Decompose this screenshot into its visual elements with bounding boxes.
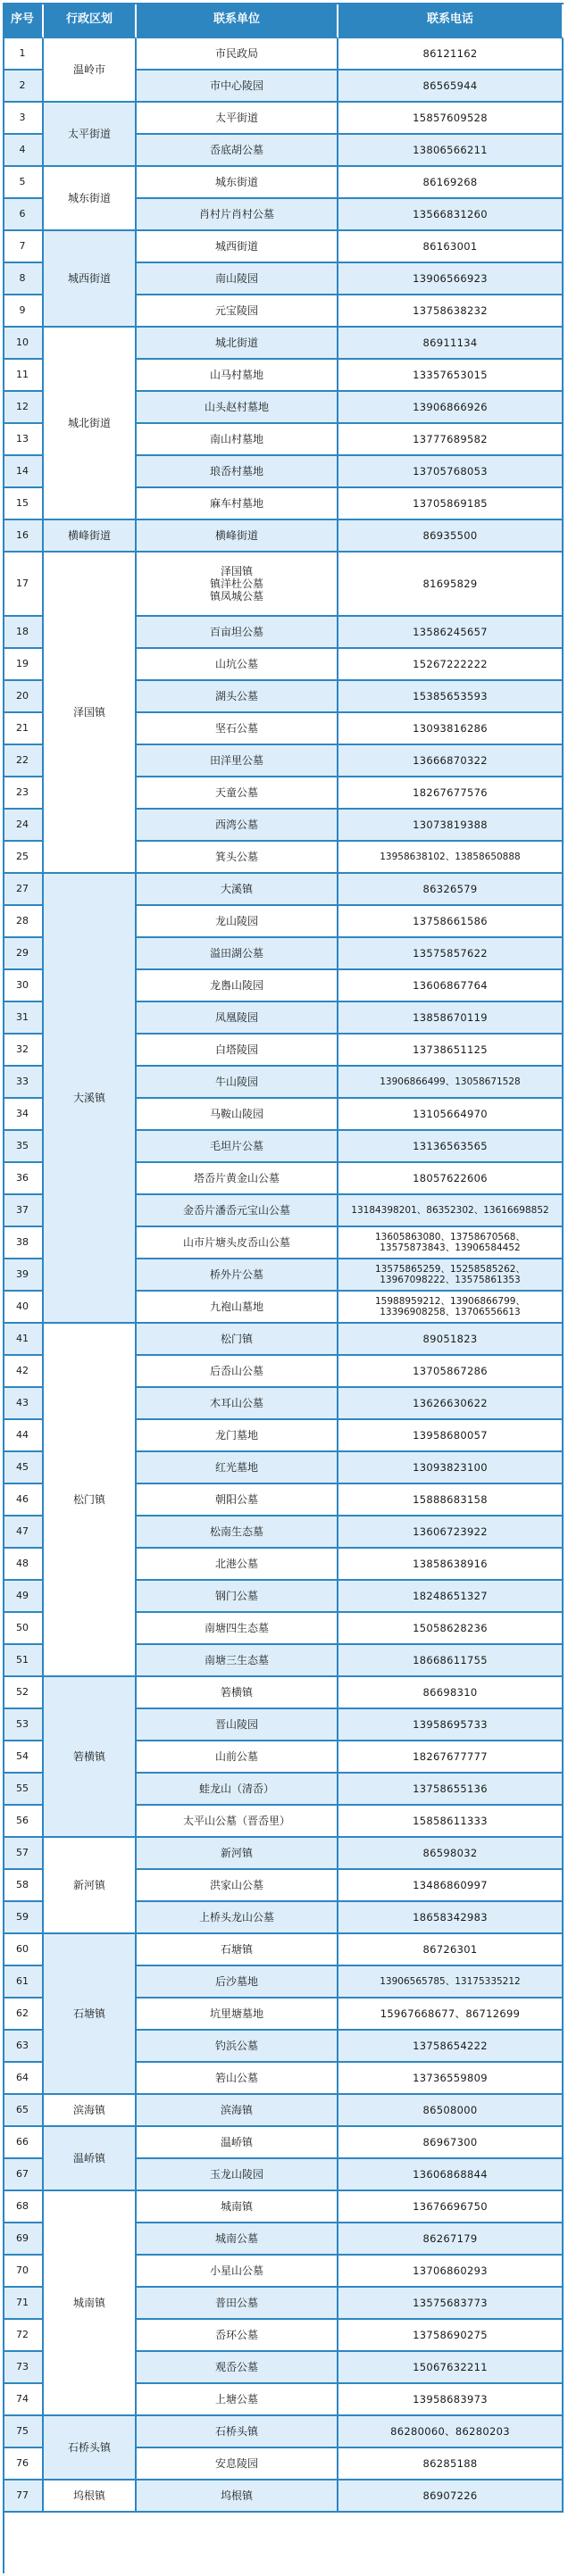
row-phone: 13906866926 [338, 392, 564, 424]
row-seq: 25 [3, 842, 44, 874]
row-phone: 15067632211 [338, 2352, 564, 2384]
row-phone: 13958695733 [338, 1709, 564, 1741]
row-seq: 57 [3, 1838, 44, 1870]
row-seq: 58 [3, 1870, 44, 1902]
row-seq: 35 [3, 1131, 44, 1163]
row-seq: 45 [3, 1452, 44, 1484]
row-phone: 13758661586 [338, 906, 564, 938]
row-unit: 溢田湖公墓 [137, 938, 338, 970]
row-phone: 86285188 [338, 2448, 564, 2480]
row-phone: 13093816286 [338, 713, 564, 745]
row-phone: 15988959212、13906866799、 13396908258、13706556613 [338, 1292, 564, 1324]
row-seq: 16 [3, 520, 44, 553]
row-seq: 41 [3, 1324, 44, 1356]
row-phone: 13958680057 [338, 1420, 564, 1452]
row-seq: 76 [3, 2448, 44, 2480]
row-seq: 44 [3, 1420, 44, 1452]
row-unit: 观岙公墓 [137, 2352, 338, 2384]
row-phone: 13586245657 [338, 617, 564, 649]
row-phone: 13093823100 [338, 1452, 564, 1484]
row-unit: 市民政局 [137, 38, 338, 71]
row-seq: 59 [3, 1902, 44, 1934]
district-cell: 横峰街道 [44, 520, 137, 553]
row-phone: 13758655136 [338, 1774, 564, 1806]
row-phone: 18267677576 [338, 777, 564, 810]
row-unit: 南塘四生态墓 [137, 1613, 338, 1645]
row-phone: 13073819388 [338, 810, 564, 842]
row-phone: 86911134 [338, 328, 564, 360]
row-unit: 山头赵村墓地 [137, 392, 338, 424]
row-phone: 86598032 [338, 1838, 564, 1870]
row-unit: 坞根镇 [137, 2480, 338, 2513]
row-phone: 13575865259、15258585262、 13967098222、13575861353 [338, 1259, 564, 1292]
row-seq: 29 [3, 938, 44, 970]
row-phone: 13706860293 [338, 2256, 564, 2288]
row-unit: 横峰街道 [137, 520, 338, 553]
row-unit: 城南公墓 [137, 2223, 338, 2256]
row-unit: 岙环公墓 [137, 2320, 338, 2352]
row-seq: 72 [3, 2320, 44, 2352]
row-seq: 66 [3, 2127, 44, 2159]
header-phone: 联系电话 [338, 3, 564, 38]
row-phone: 13906566923 [338, 263, 564, 295]
row-seq: 67 [3, 2159, 44, 2191]
header-unit: 联系单位 [137, 3, 338, 38]
row-phone: 13566831260 [338, 199, 564, 231]
row-seq: 53 [3, 1709, 44, 1741]
row-phone: 86698310 [338, 1677, 564, 1709]
row-phone: 13705869185 [338, 488, 564, 520]
row-unit: 湖头公墓 [137, 681, 338, 713]
row-phone: 13738651125 [338, 1035, 564, 1067]
row-unit: 九袍山墓地 [137, 1292, 338, 1324]
row-seq: 60 [3, 1934, 44, 1966]
row-phone: 13575683773 [338, 2288, 564, 2320]
row-seq: 63 [3, 2031, 44, 2063]
row-phone: 13705768053 [338, 456, 564, 488]
row-phone: 15888683158 [338, 1484, 564, 1517]
row-phone: 86163001 [338, 231, 564, 263]
row-seq: 22 [3, 745, 44, 777]
row-seq: 77 [3, 2480, 44, 2513]
row-phone: 18668611755 [338, 1645, 564, 1677]
row-seq: 56 [3, 1806, 44, 1838]
row-unit: 箬横镇 [137, 1677, 338, 1709]
district-cell: 坞根镇 [44, 2480, 137, 2513]
row-unit: 石桥头镇 [137, 2416, 338, 2448]
district-cell: 松门镇 [44, 1324, 137, 1677]
row-seq: 46 [3, 1484, 44, 1517]
row-unit: 田洋里公墓 [137, 745, 338, 777]
row-unit: 山市片塘头皮岙山公墓 [137, 1227, 338, 1259]
row-phone: 86169268 [338, 167, 564, 199]
district-cell: 石桥头镇 [44, 2416, 137, 2480]
row-unit: 松门镇 [137, 1324, 338, 1356]
row-phone: 18658342983 [338, 1902, 564, 1934]
row-phone: 18267677777 [338, 1741, 564, 1774]
row-unit: 大溪镇 [137, 874, 338, 906]
row-phone: 13136563565 [338, 1131, 564, 1163]
row-unit: 普田公墓 [137, 2288, 338, 2320]
row-phone: 13605863080、13758670568、 13575873843、13906584452 [338, 1227, 564, 1259]
row-seq: 52 [3, 1677, 44, 1709]
row-unit: 城东街道 [137, 167, 338, 199]
row-seq: 6 [3, 199, 44, 231]
row-unit: 山前公墓 [137, 1741, 338, 1774]
row-unit: 小星山公墓 [137, 2256, 338, 2288]
row-seq: 40 [3, 1292, 44, 1324]
row-unit: 太平山公墓（晋岙里） [137, 1806, 338, 1838]
district-cell: 太平街道 [44, 103, 137, 167]
row-seq: 27 [3, 874, 44, 906]
row-unit: 石塘镇 [137, 1934, 338, 1966]
row-unit: 松南生态墓 [137, 1517, 338, 1549]
row-seq: 30 [3, 970, 44, 1002]
row-unit: 朝阳公墓 [137, 1484, 338, 1517]
row-unit: 天童公墓 [137, 777, 338, 810]
row-phone: 13758638232 [338, 295, 564, 328]
row-unit: 南山村墓地 [137, 424, 338, 456]
row-phone: 15058628236 [338, 1613, 564, 1645]
row-seq: 49 [3, 1581, 44, 1613]
row-seq: 4 [3, 135, 44, 167]
row-seq: 23 [3, 777, 44, 810]
row-unit: 麻车村墓地 [137, 488, 338, 520]
row-unit: 肖村片肖村公墓 [137, 199, 338, 231]
row-unit: 太平街道 [137, 103, 338, 135]
row-seq: 10 [3, 328, 44, 360]
row-unit: 新河镇 [137, 1838, 338, 1870]
row-unit: 白塔陵园 [137, 1035, 338, 1067]
row-phone: 86121162 [338, 38, 564, 71]
row-unit: 金岙片潘岙元宝山公墓 [137, 1195, 338, 1227]
row-phone: 13777689582 [338, 424, 564, 456]
row-unit: 红光墓地 [137, 1452, 338, 1484]
row-phone: 89051823 [338, 1324, 564, 1356]
row-seq: 69 [3, 2223, 44, 2256]
row-phone: 81695829 [338, 553, 564, 617]
row-phone: 13606868844 [338, 2159, 564, 2191]
row-seq: 70 [3, 2256, 44, 2288]
row-seq: 18 [3, 617, 44, 649]
row-phone: 13486860997 [338, 1870, 564, 1902]
row-seq: 36 [3, 1163, 44, 1195]
row-phone: 86280060、86280203 [338, 2416, 564, 2448]
row-phone: 86267179 [338, 2223, 564, 2256]
district-cell: 滨海镇 [44, 2095, 137, 2127]
row-seq: 11 [3, 360, 44, 392]
row-phone: 18248651327 [338, 1581, 564, 1613]
row-unit: 西湾公墓 [137, 810, 338, 842]
row-seq: 75 [3, 2416, 44, 2448]
row-unit: 城南镇 [137, 2191, 338, 2223]
district-cell: 城西街道 [44, 231, 137, 328]
row-unit: 山坑公墓 [137, 649, 338, 681]
row-unit: 岙底胡公墓 [137, 135, 338, 167]
row-phone: 13858638916 [338, 1549, 564, 1581]
row-seq: 38 [3, 1227, 44, 1259]
row-unit: 滨海镇 [137, 2095, 338, 2127]
district-cell: 石塘镇 [44, 1934, 137, 2095]
row-seq: 32 [3, 1035, 44, 1067]
row-unit: 钢门公墓 [137, 1581, 338, 1613]
row-unit: 城北街道 [137, 328, 338, 360]
row-unit: 龙山陵园 [137, 906, 338, 938]
row-unit: 百亩坦公墓 [137, 617, 338, 649]
row-seq: 7 [3, 231, 44, 263]
row-seq: 55 [3, 1774, 44, 1806]
row-phone: 15385653593 [338, 681, 564, 713]
row-unit: 箕头公墓 [137, 842, 338, 874]
row-phone: 13676696750 [338, 2191, 564, 2223]
row-seq: 2 [3, 71, 44, 103]
row-phone: 13606723922 [338, 1517, 564, 1549]
row-phone: 86907226 [338, 2480, 564, 2513]
row-unit: 塔岙片黄金山公墓 [137, 1163, 338, 1195]
row-unit: 琅岙村墓地 [137, 456, 338, 488]
row-seq: 64 [3, 2063, 44, 2095]
row-seq: 47 [3, 1517, 44, 1549]
district-cell: 大溪镇 [44, 874, 137, 1324]
row-phone: 13958638102、13858650888 [338, 842, 564, 874]
row-unit: 坚石公墓 [137, 713, 338, 745]
row-phone: 13758654222 [338, 2031, 564, 2063]
row-unit: 蛙龙山（清岙） [137, 1774, 338, 1806]
row-seq: 21 [3, 713, 44, 745]
row-phone: 13758690275 [338, 2320, 564, 2352]
row-phone: 13666870322 [338, 745, 564, 777]
row-phone: 13184398201、86352302、13616698852 [338, 1195, 564, 1227]
row-phone: 13626630622 [338, 1388, 564, 1420]
row-unit: 温峤镇 [137, 2127, 338, 2159]
header-seq: 序号 [3, 3, 44, 38]
row-seq: 24 [3, 810, 44, 842]
row-phone: 13606867764 [338, 970, 564, 1002]
row-phone: 13575857622 [338, 938, 564, 970]
header-district: 行政区划 [44, 3, 137, 38]
row-unit: 市中心陵园 [137, 71, 338, 103]
row-unit: 箬山公墓 [137, 2063, 338, 2095]
row-phone: 86967300 [338, 2127, 564, 2159]
district-cell: 城北街道 [44, 328, 137, 520]
row-seq: 20 [3, 681, 44, 713]
district-cell: 城南镇 [44, 2191, 137, 2416]
row-unit: 玉龙山陵园 [137, 2159, 338, 2191]
row-seq: 74 [3, 2384, 44, 2416]
row-unit: 上桥头龙山公墓 [137, 1902, 338, 1934]
row-unit: 龙嶴山陵园 [137, 970, 338, 1002]
row-seq: 13 [3, 424, 44, 456]
row-phone: 13736559809 [338, 2063, 564, 2095]
row-seq: 15 [3, 488, 44, 520]
row-phone: 13806566211 [338, 135, 564, 167]
row-phone: 15858611333 [338, 1806, 564, 1838]
row-phone: 15857609528 [338, 103, 564, 135]
row-seq: 28 [3, 906, 44, 938]
row-unit: 坑里塘墓地 [137, 1998, 338, 2031]
row-phone: 13705867286 [338, 1356, 564, 1388]
row-seq: 39 [3, 1259, 44, 1292]
row-unit: 南塘三生态墓 [137, 1645, 338, 1677]
row-seq: 51 [3, 1645, 44, 1677]
row-seq: 73 [3, 2352, 44, 2384]
row-phone: 13906866499、13058671528 [338, 1067, 564, 1099]
row-phone: 86326579 [338, 874, 564, 906]
row-phone: 13858670119 [338, 1002, 564, 1035]
row-phone: 15967668677、86712699 [338, 1998, 564, 2031]
row-seq: 17 [3, 553, 44, 617]
row-phone: 86565944 [338, 71, 564, 103]
row-unit: 上塘公墓 [137, 2384, 338, 2416]
row-unit: 南山陵园 [137, 263, 338, 295]
row-unit: 龙门墓地 [137, 1420, 338, 1452]
row-seq: 5 [3, 167, 44, 199]
row-unit: 城西街道 [137, 231, 338, 263]
row-unit: 钓浜公墓 [137, 2031, 338, 2063]
district-cell: 泽国镇 [44, 553, 137, 874]
row-seq: 68 [3, 2191, 44, 2223]
district-cell: 温峤镇 [44, 2127, 137, 2191]
row-phone: 86935500 [338, 520, 564, 553]
district-cell: 新河镇 [44, 1838, 137, 1934]
row-seq: 48 [3, 1549, 44, 1581]
row-seq: 1 [3, 38, 44, 71]
row-seq: 65 [3, 2095, 44, 2127]
district-cell: 箬横镇 [44, 1677, 137, 1838]
row-seq: 19 [3, 649, 44, 681]
district-cell: 城东街道 [44, 167, 137, 231]
row-unit: 牛山陵园 [137, 1067, 338, 1099]
row-seq: 43 [3, 1388, 44, 1420]
row-unit: 安息陵园 [137, 2448, 338, 2480]
row-seq: 50 [3, 1613, 44, 1645]
row-phone: 13357653015 [338, 360, 564, 392]
row-unit: 晋山陵园 [137, 1709, 338, 1741]
row-seq: 61 [3, 1966, 44, 1998]
row-seq: 54 [3, 1741, 44, 1774]
row-seq: 34 [3, 1099, 44, 1131]
row-unit: 木耳山公墓 [137, 1388, 338, 1420]
row-phone: 13958683973 [338, 2384, 564, 2416]
contact-table [3, 3, 564, 2573]
row-phone: 86726301 [338, 1934, 564, 1966]
row-unit: 泽国镇 镇洋杜公墓 镇凤城公墓 [137, 553, 338, 617]
row-phone: 15267222222 [338, 649, 564, 681]
row-unit: 桥外片公墓 [137, 1259, 338, 1292]
row-seq: 42 [3, 1356, 44, 1388]
district-cell: 温岭市 [44, 38, 137, 103]
row-seq: 71 [3, 2288, 44, 2320]
row-seq: 12 [3, 392, 44, 424]
row-phone: 86508000 [338, 2095, 564, 2127]
row-seq: 9 [3, 295, 44, 328]
row-phone: 13906565785、13175335212 [338, 1966, 564, 1998]
row-unit: 后岙山公墓 [137, 1356, 338, 1388]
row-seq: 14 [3, 456, 44, 488]
row-seq: 37 [3, 1195, 44, 1227]
row-seq: 8 [3, 263, 44, 295]
row-seq: 31 [3, 1002, 44, 1035]
row-unit: 元宝陵园 [137, 295, 338, 328]
row-unit: 后沙墓地 [137, 1966, 338, 1998]
row-unit: 洪家山公墓 [137, 1870, 338, 1902]
row-unit: 山马村墓地 [137, 360, 338, 392]
row-seq: 33 [3, 1067, 44, 1099]
row-unit: 北港公墓 [137, 1549, 338, 1581]
row-phone: 13105664970 [338, 1099, 564, 1131]
row-unit: 凤凰陵园 [137, 1002, 338, 1035]
row-phone: 18057622606 [338, 1163, 564, 1195]
row-seq: 62 [3, 1998, 44, 2031]
row-unit: 马鞍山陵园 [137, 1099, 338, 1131]
row-seq: 3 [3, 103, 44, 135]
row-unit: 毛坦片公墓 [137, 1131, 338, 1163]
